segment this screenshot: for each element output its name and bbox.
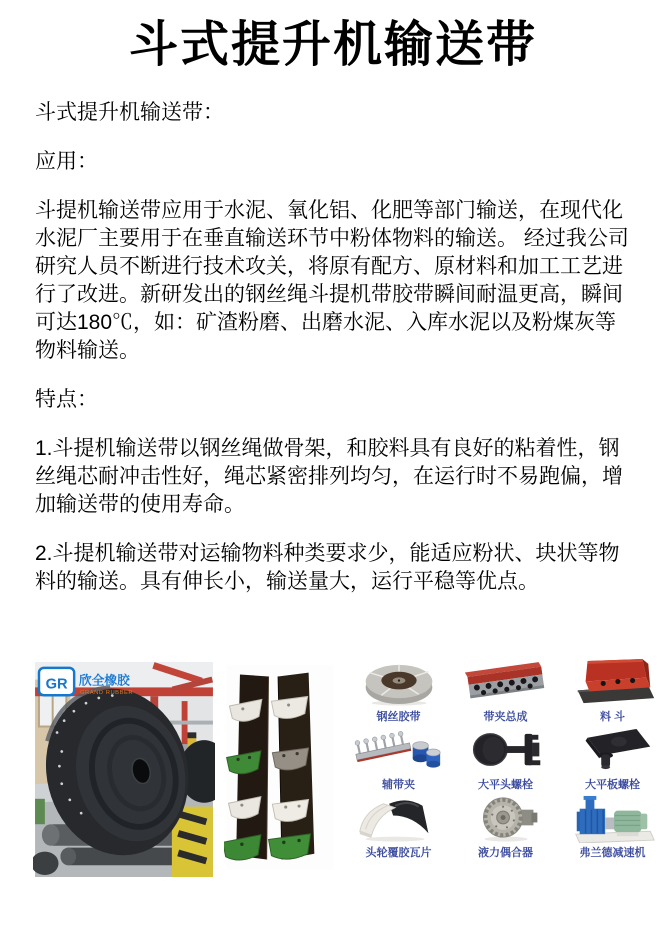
intro-label: 斗式提升机输送带： — [35, 100, 224, 124]
logo-name-en: GRAND RUBBER — [80, 690, 134, 697]
product-thumb-belt-clamp-assembly — [456, 658, 556, 707]
product-thumb-flat-plate-bolt — [563, 726, 663, 775]
product-cell — [345, 655, 452, 723]
product-cell — [452, 791, 559, 859]
product-thumb-hopper — [563, 658, 663, 707]
product-label: 带夹总成 — [483, 711, 528, 723]
product-cell — [559, 655, 666, 723]
product-thumb-flender-reducer — [563, 794, 663, 843]
product-thumb-auxiliary-belt-clamp — [349, 726, 449, 775]
feature-2-paragraph: 2.斗提机输送带对运输物料种类要求少，能适应粉状、块状等物料的输送。具有伸长小，输送量大，运行平稳等优点。 — [35, 541, 620, 593]
product-cell — [345, 723, 452, 791]
product-cell — [452, 655, 559, 723]
product-cell — [452, 723, 559, 791]
product-cell — [559, 723, 666, 791]
application-label: 应用： — [35, 149, 98, 173]
feature-1-paragraph: 1.斗提机输送带以钢丝绳做骨架，和胶料具有良好的粘着性，钢丝绳芯耐冲击性好，绳芯紧密排列均匀，在运行时不易跑偏，增加输送带的使用寿命。 — [35, 436, 623, 516]
logo-name-cn: 欣全橡胶 — [79, 673, 130, 688]
product-thumb-flat-head-bolt — [456, 726, 556, 775]
product-label: 头轮覆胶瓦片 — [365, 847, 432, 859]
product-thumb-fluid-coupling — [456, 794, 556, 843]
product-label: 大平板螺栓 — [585, 779, 640, 791]
product-thumb-steel-cord-belt — [349, 658, 449, 707]
features-label: 特点： — [35, 387, 98, 411]
product-cell — [345, 791, 452, 859]
product-thumb-pulley-rubber-tiles — [349, 794, 449, 843]
product-label: 液力偶合器 — [478, 847, 533, 859]
product-grid — [345, 655, 666, 859]
product-label: 钢丝胶带 — [376, 711, 421, 723]
product-label: 大平头螺栓 — [478, 779, 533, 791]
product-label: 辅带夹 — [382, 779, 415, 791]
bucket-samples-photo — [224, 665, 336, 870]
product-label: 弗兰德减速机 — [579, 847, 646, 859]
product-label: 料 斗 — [599, 711, 626, 723]
body-text — [0, 99, 666, 596]
page-title: 斗式提升机输送带 — [128, 18, 537, 72]
logo-monogram: GR — [45, 676, 68, 693]
product-cell — [559, 791, 666, 859]
factory-belt-roll-photo — [33, 662, 215, 877]
application-paragraph: 斗提机输送带应用于水泥、氧化铝、化肥等部门输送，在现代化水泥厂主要用于在垂直输送环节中粉体物料的输送。 经过我公司研究人员不断进行技术攻关，将原有配方、原材料和加工工艺进行了改进。新研发出的钢丝绳斗提机带胶带瞬间耐温更高，瞬间可达180℃，如：矿渣粉磨、出磨水泥、入库水泥以及粉煤灰等物料输送。 — [35, 198, 629, 362]
product-gallery — [33, 655, 666, 885]
